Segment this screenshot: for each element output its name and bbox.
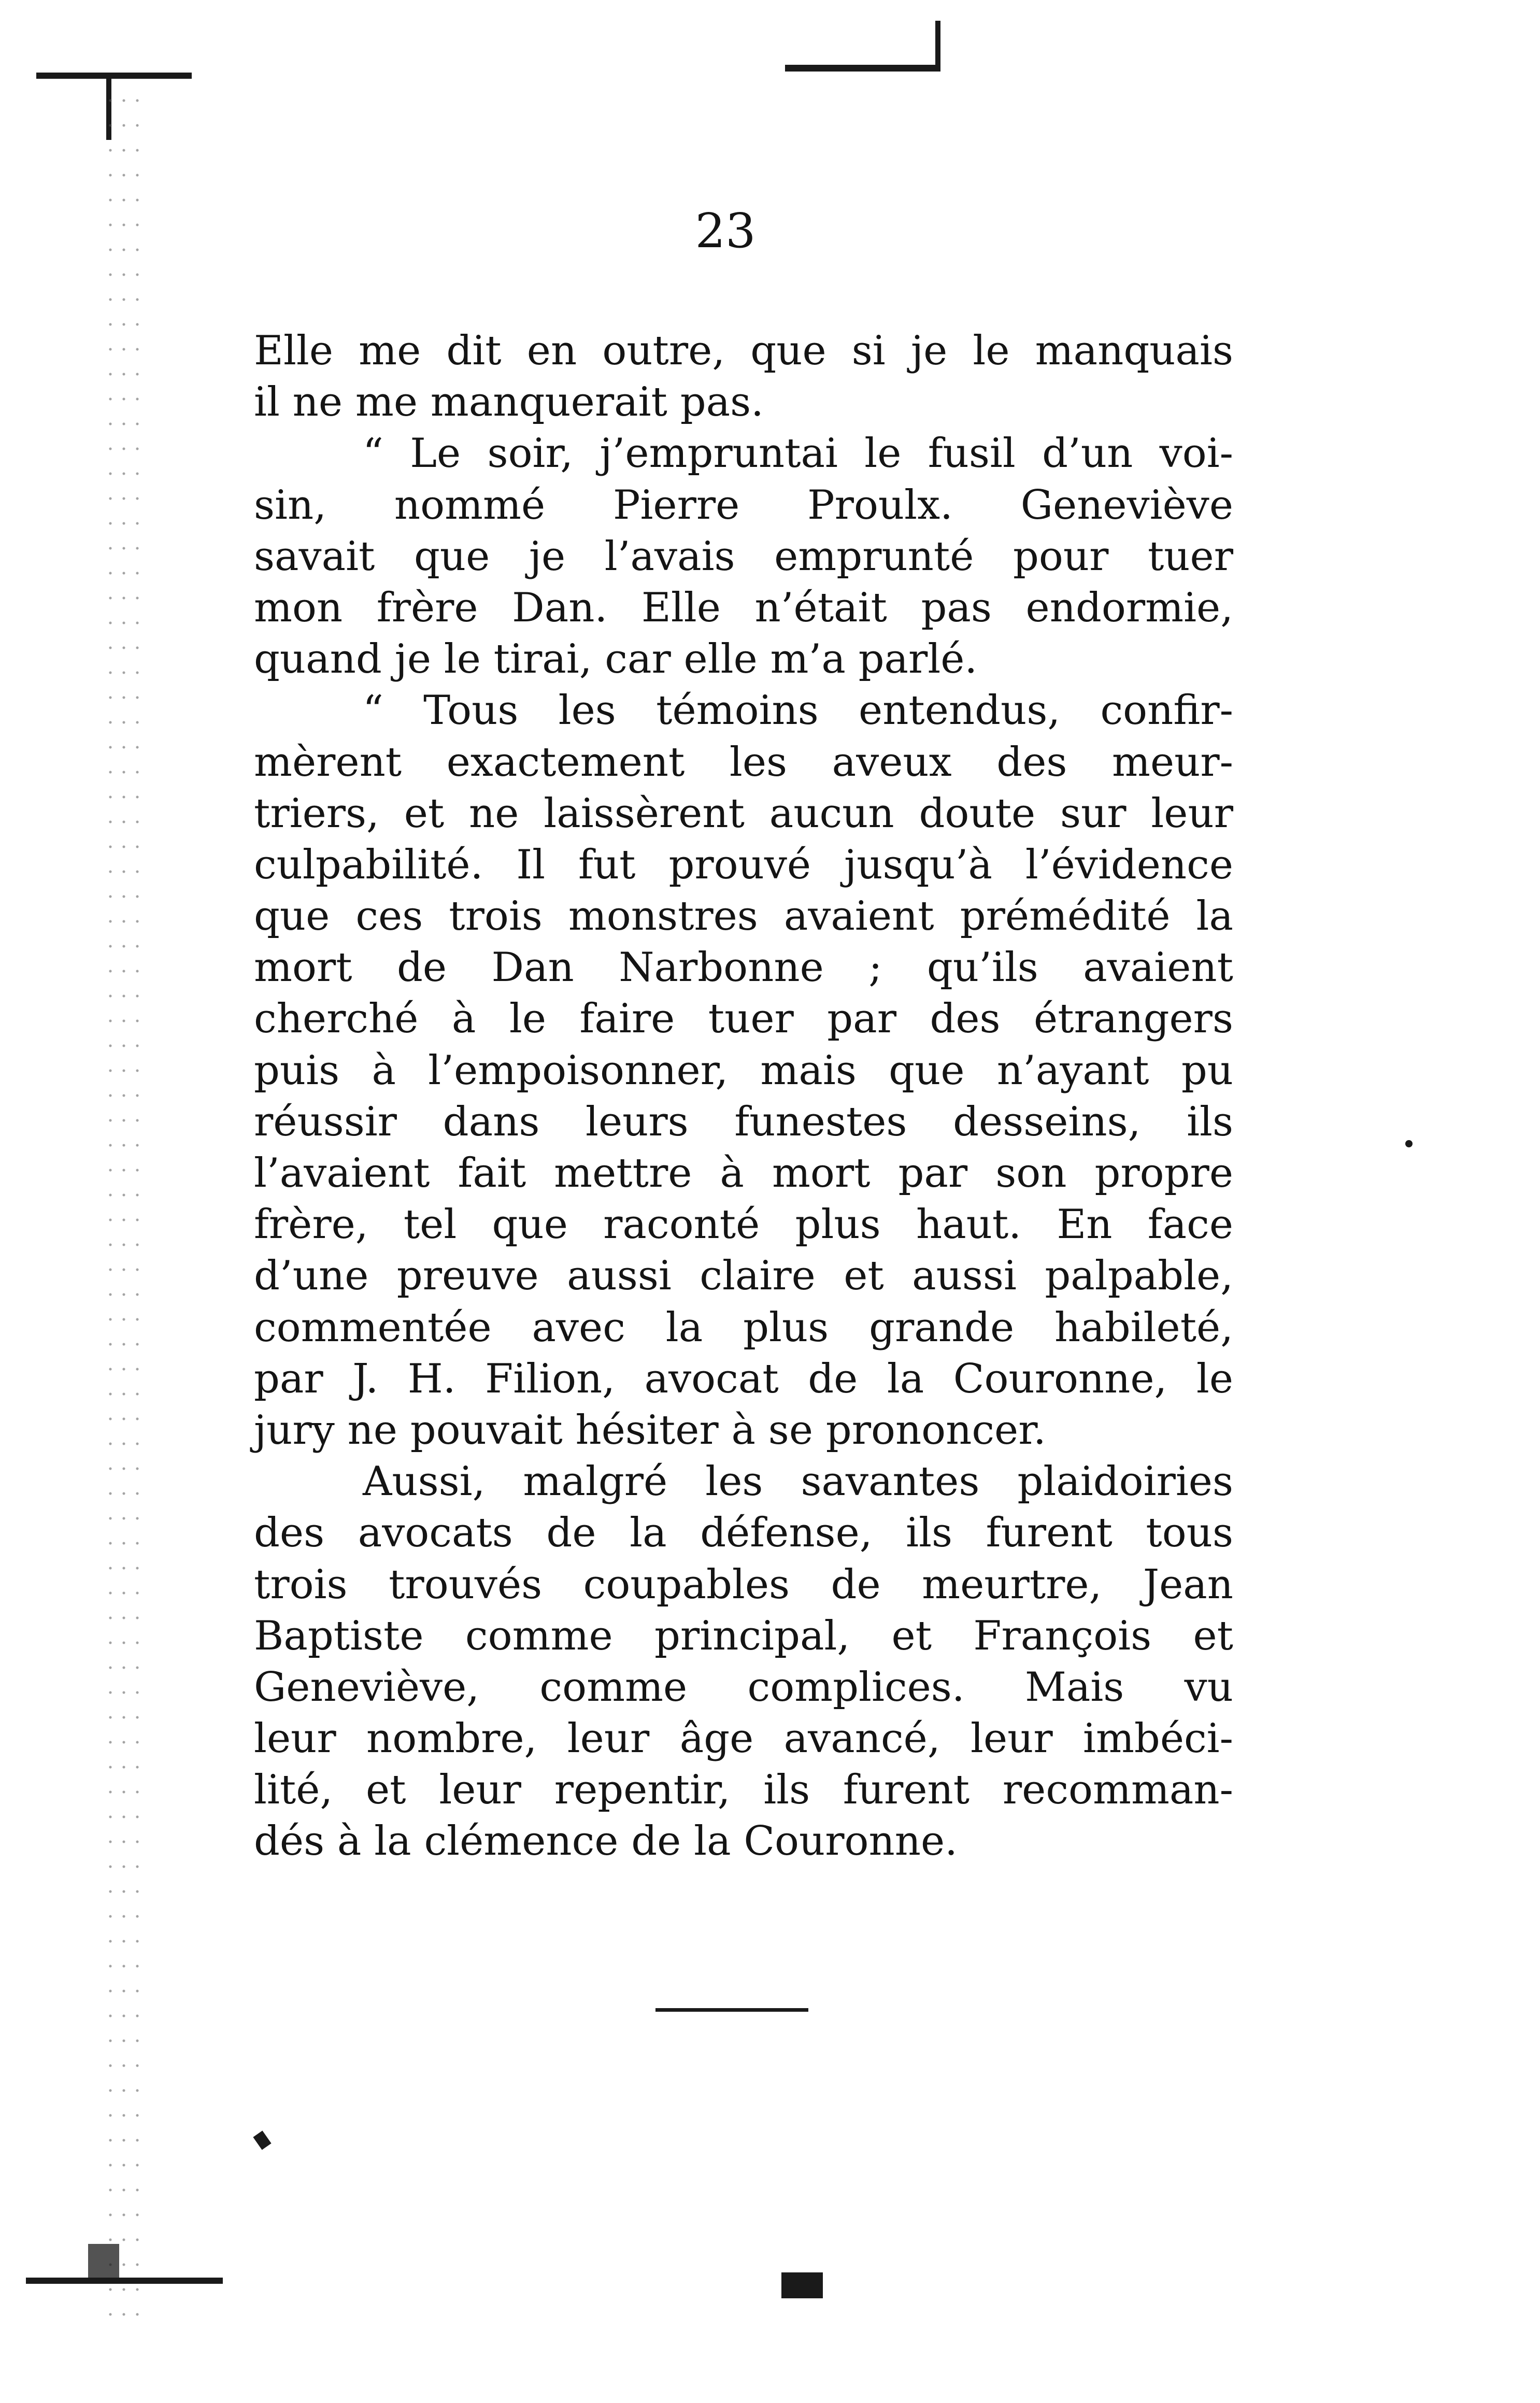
text-line: “ Le soir, j’empruntai le fusil d’un voi-	[363, 430, 1233, 477]
binding-edge-noise	[104, 88, 145, 2316]
scan-mark-top-right-stem	[935, 21, 940, 70]
body-text	[254, 325, 1233, 1868]
scan-mark-top-left	[36, 73, 192, 79]
text-line: mèrent exactement les aveux des meur-	[254, 738, 1233, 786]
text-line: Baptiste comme principal, et François et	[254, 1612, 1233, 1659]
text-line: sin, nommé Pierre Proulx. Geneviève	[254, 481, 1233, 529]
scan-mark-bottom-left-block	[88, 2244, 119, 2280]
scan-mark-tick	[253, 2130, 271, 2150]
text-line: frère, tel que raconté plus haut. En face	[254, 1201, 1233, 1248]
text-line: d’une preuve aussi claire et aussi palpable,	[254, 1253, 1233, 1300]
text-line: lité, et leur repentir, ils furent recomman-	[254, 1767, 1233, 1814]
text-line: “ Tous les témoins entendus, confir-	[363, 687, 1233, 734]
text-line: il ne me manquerait pas.	[254, 379, 764, 426]
scan-mark-bottom-center	[781, 2272, 823, 2298]
text-line: quand je le tirai, car elle m’a parlé.	[254, 636, 978, 683]
text-line: Geneviève, comme complices. Mais vu	[254, 1663, 1233, 1711]
text-line: Elle me dit en outre, que si je le manquais	[254, 328, 1233, 374]
scan-mark-bottom-left	[26, 2278, 223, 2284]
text-line: mon frère Dan. Elle n’était pas endormie,	[254, 584, 1233, 631]
text-line: culpabilité. Il fut prouvé jusqu’à l’évidence	[254, 841, 1233, 888]
scan-mark-dot	[1405, 1140, 1413, 1147]
end-rule	[655, 2008, 808, 2012]
text-line: par J. H. Filion, avocat de la Couronne, le	[254, 1355, 1233, 1402]
text-line: jury ne pouvait hésiter à se prononcer.	[254, 1406, 1046, 1454]
text-line: triers, et ne laissèrent aucun doute sur leur	[254, 790, 1233, 837]
text-line: savait que je l’avais emprunté pour tuer	[254, 533, 1233, 580]
page-number: 23	[695, 203, 756, 259]
text-line: l’avaient fait mettre à mort par son propre	[254, 1150, 1233, 1197]
text-line: puis à l’empoisonner, mais que n’ayant pu	[254, 1047, 1233, 1094]
scan-mark-top-center	[785, 65, 940, 72]
text-line: cherché à le faire tuer par des étrangers	[254, 996, 1233, 1043]
text-line: que ces trois monstres avaient prémédité la	[254, 893, 1233, 940]
text-line: Aussi, malgré les savantes plaidoiries	[363, 1458, 1233, 1505]
text-line: commentée avec la plus grande habileté,	[254, 1304, 1233, 1351]
text-line: dés à la clémence de la Couronne.	[254, 1818, 958, 1865]
text-line: réussir dans leurs funestes desseins, ils	[254, 1098, 1233, 1145]
text-line: des avocats de la défense, ils furent tous	[254, 1510, 1233, 1557]
text-line: mort de Dan Narbonne ; qu’ils avaient	[254, 944, 1233, 991]
text-line: trois trouvés coupables de meurtre, Jean	[254, 1561, 1233, 1608]
text-line: leur nombre, leur âge avancé, leur imbéci-	[254, 1715, 1233, 1762]
